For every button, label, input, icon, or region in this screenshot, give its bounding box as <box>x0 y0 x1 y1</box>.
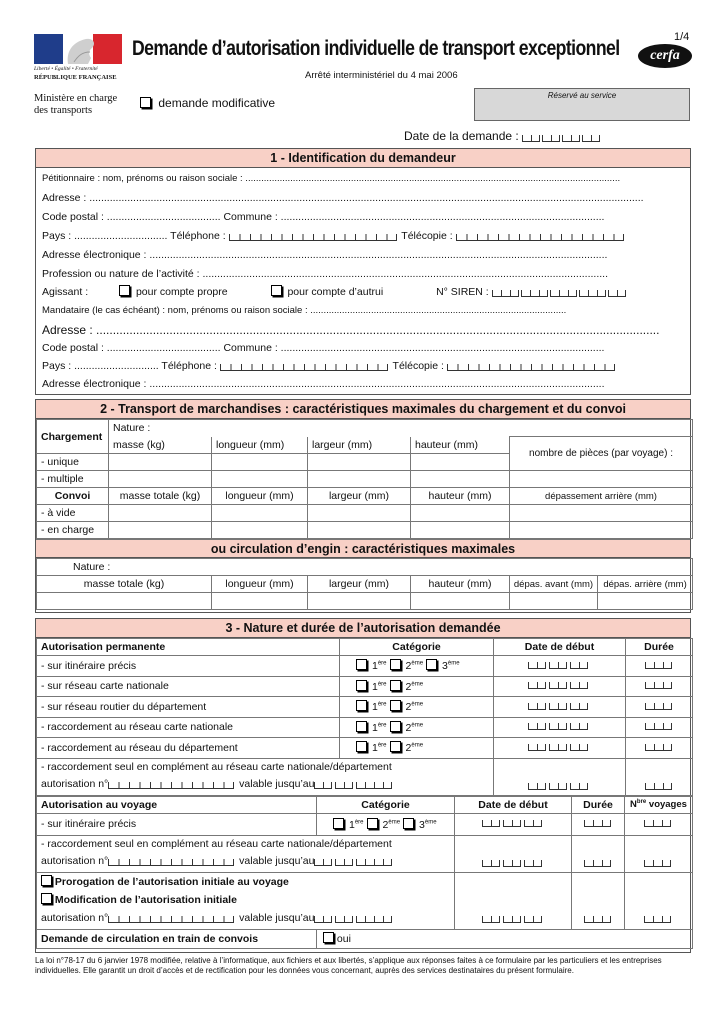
telephone2-field[interactable] <box>220 362 390 374</box>
perm-autorisation-no-field[interactable] <box>108 778 236 795</box>
prorog-nbre[interactable] <box>625 872 693 929</box>
perm-itineraire-duree[interactable] <box>626 656 693 677</box>
perm-routier-categorie[interactable] <box>340 697 494 718</box>
charge-largeur-cell[interactable] <box>308 522 411 539</box>
section-transport <box>35 399 691 613</box>
vide-depassement-cell[interactable] <box>510 505 693 522</box>
voyage-categorie-header: Catégorie <box>317 796 455 813</box>
page-number: 1/4 <box>674 31 690 43</box>
categorie-2-checkbox[interactable] <box>390 721 401 732</box>
date-demande-field[interactable] <box>522 131 602 145</box>
code-postal2-field[interactable]: Code postal : ....................................... Commune : ............................................................................................................... <box>42 342 605 354</box>
telecopie-field[interactable] <box>456 232 626 244</box>
categorie-2-checkbox[interactable] <box>390 741 401 752</box>
perm-carte-label: - sur réseau carte nationale <box>37 676 340 697</box>
pieces-cell[interactable] <box>510 471 693 488</box>
longueur-multiple-cell[interactable] <box>212 471 308 488</box>
engin-masse-cell[interactable] <box>37 593 212 610</box>
convoi-longueur-header: longueur (mm) <box>212 488 308 505</box>
cerfa-logo: cerfa <box>638 44 692 68</box>
categorie-1-label: 1ère <box>349 818 364 831</box>
prorogation-checkbox[interactable] <box>41 875 52 886</box>
section-3-title: 3 - Nature et durée de l’autorisation demandée <box>36 619 690 638</box>
vide-longueur-cell[interactable] <box>212 505 308 522</box>
categorie-3-label: 3ème <box>442 660 460 673</box>
mandataire-field[interactable]: Mandataire (le cas échéant) : nom, prénoms ou raison sociale : ................................................................................................. <box>42 305 567 316</box>
perm-racc-seul-date[interactable] <box>494 758 626 795</box>
perm-header: Autorisation permanente <box>37 639 340 656</box>
voyage-table <box>36 796 693 949</box>
engin-title: ou circulation d’engin : caractéristiques maximales <box>36 539 690 558</box>
perm-itineraire-label: - sur itinéraire précis <box>37 656 340 677</box>
adresse-field[interactable]: Adresse : .............................................................................................................................................................................................. <box>42 192 644 204</box>
perm-valable-field[interactable] <box>314 778 395 795</box>
vide-hauteur-cell[interactable] <box>411 505 510 522</box>
longueur-header: longueur (mm) <box>212 437 308 454</box>
voyage-categorie[interactable] <box>317 813 455 835</box>
convoi-label: Convoi <box>37 488 109 505</box>
marianne-logo <box>34 34 122 64</box>
prorog-duree[interactable] <box>572 872 625 929</box>
categorie-2-label: 2ème <box>405 701 424 714</box>
voyage-racc-nbre[interactable] <box>625 835 693 872</box>
masse-header: masse (kg) <box>109 437 212 454</box>
prorog-date[interactable] <box>455 872 572 929</box>
petitionnaire-field[interactable]: Pétitionnaire : nom, prénoms ou raison sociale : .............................................................................................................................................. <box>42 173 621 184</box>
republic-motto: Liberté • Égalité • Fraternité <box>34 66 98 72</box>
perm-carte-duree[interactable] <box>626 676 693 697</box>
compte-propre-checkbox[interactable] <box>119 285 130 296</box>
masse-multiple-cell[interactable] <box>109 471 212 488</box>
categorie-2-label: 2ème <box>382 818 401 831</box>
section-2-title: 2 - Transport de marchandises : caractéristiques maximales du chargement et du convoi <box>36 400 690 419</box>
voyage-nbre[interactable] <box>625 813 693 835</box>
categorie-1-checkbox[interactable] <box>356 721 367 732</box>
adresse2-field[interactable]: Adresse : ......................................................................................................................................................................... <box>42 323 660 337</box>
reserved-box <box>474 88 690 121</box>
longueur-unique-cell[interactable] <box>212 454 308 471</box>
unique-label: - unique <box>37 454 109 471</box>
permanent-table <box>36 638 693 796</box>
voyage-date-header: Date de début <box>455 796 572 813</box>
pays2-telephone-row[interactable]: Pays : ............................. Téléphone : Télécopie : <box>42 360 617 374</box>
voyage-racc-seul[interactable]: - raccordement seul en complément au réseau carte nationale/département autorisation n° valable jusqu’au <box>37 835 455 872</box>
convoi-largeur-header: largeur (mm) <box>308 488 411 505</box>
voyage-header: Autorisation au voyage <box>37 796 317 813</box>
categorie-1-checkbox[interactable] <box>356 659 367 670</box>
categorie-1-checkbox[interactable] <box>356 700 367 711</box>
footer-legal: La loi n°78-17 du 6 janvier 1978 modifiée, relative à l’informatique, aux fichiers et aux libertés, s’applique aux réponses faites à ce formulaire par les particuliers et les entreprises individuelles. Elle garantit un droit d’accès et de rectification pour les données vous concernant, auprès des services destinataires du présent formulaire. <box>35 956 662 975</box>
categorie-2-checkbox[interactable] <box>390 659 401 670</box>
categorie-1-checkbox[interactable] <box>356 741 367 752</box>
section-1-title: 1 - Identification du demandeur <box>36 149 690 168</box>
perm-itineraire-date[interactable] <box>494 656 626 677</box>
nbre-voyages-header: $N^{bre}$ voyages <box>625 796 693 813</box>
categorie-2-checkbox[interactable] <box>390 700 401 711</box>
perm-duree-header: Durée <box>626 639 693 656</box>
engin-longueur-cell[interactable] <box>212 593 308 610</box>
republic-name: RÉPUBLIQUE FRANÇAISE <box>34 74 117 81</box>
hauteur-multiple-cell[interactable] <box>411 471 510 488</box>
masse-totale-header: masse totale (kg) <box>109 488 212 505</box>
hauteur-header: hauteur (mm) <box>411 437 510 454</box>
prorog-valable-field[interactable] <box>314 911 395 929</box>
pays-telephone-row[interactable]: Pays : ................................ Téléphone : Télécopie : <box>42 230 626 244</box>
pieces-label: nombre de pièces (par voyage) : <box>510 437 693 471</box>
vide-masse-cell[interactable] <box>109 505 212 522</box>
engin-avant-cell[interactable] <box>510 593 598 610</box>
form-subtitle: Arrêté interministériel du 4 mai 2006 <box>305 70 458 81</box>
voyage-autorisation-no-field[interactable] <box>108 855 236 872</box>
categorie-2-checkbox[interactable] <box>390 680 401 691</box>
categorie-1-label: 1ère <box>372 721 387 734</box>
categorie-3-checkbox[interactable] <box>403 818 414 829</box>
chargement-table <box>36 419 693 539</box>
telephone-field[interactable] <box>229 232 399 244</box>
perm-racc-carte-duree[interactable] <box>626 717 693 738</box>
charge-depassement-cell[interactable] <box>510 522 693 539</box>
perm-racc-carte-categorie[interactable] <box>340 717 494 738</box>
depas-avant-header: dépas. avant (mm) <box>510 576 598 593</box>
form-title: Demande d’autorisation individuelle de transport exceptionnel <box>132 37 620 60</box>
a-vide-label: - à vide <box>37 505 109 522</box>
section-autorisation <box>35 618 691 953</box>
hauteur-unique-cell[interactable] <box>411 454 510 471</box>
engin-arriere-cell[interactable] <box>598 593 693 610</box>
engin-hauteur-cell[interactable] <box>411 593 510 610</box>
categorie-1-label: 1ère <box>372 680 387 693</box>
perm-routier-label: - sur réseau routier du département <box>37 697 340 718</box>
engin-largeur-cell[interactable] <box>308 593 411 610</box>
convoi-hauteur-header: hauteur (mm) <box>411 488 510 505</box>
chargement-nature-field[interactable]: Nature : <box>109 420 693 437</box>
voyage-racc-date[interactable] <box>455 835 572 872</box>
perm-racc-carte-date[interactable] <box>494 717 626 738</box>
voyage-racc-duree[interactable] <box>572 835 625 872</box>
categorie-3-checkbox[interactable] <box>426 659 437 670</box>
profession-field[interactable]: Profession ou nature de l’activité : ........................................................................................................................................... <box>42 268 609 280</box>
modificative-checkbox[interactable] <box>140 97 151 108</box>
perm-racc-seul-duree[interactable] <box>626 758 693 795</box>
perm-date-header: Date de début <box>494 639 626 656</box>
voyage-duree[interactable] <box>572 813 625 835</box>
voyage-duree-header: Durée <box>572 796 625 813</box>
categorie-3-label: 3ème <box>419 818 437 831</box>
voyage-valable-field[interactable] <box>314 855 395 872</box>
perm-racc-seul[interactable]: - raccordement seul en complément au réseau carte nationale/département autorisation n° valable jusqu’au <box>37 758 494 795</box>
perm-racc-dep-categorie[interactable] <box>340 738 494 759</box>
categorie-1-checkbox[interactable] <box>356 680 367 691</box>
perm-racc-dep-date[interactable] <box>494 738 626 759</box>
largeur-multiple-cell[interactable] <box>308 471 411 488</box>
perm-carte-date[interactable] <box>494 676 626 697</box>
categorie-1-label: 1ère <box>372 701 387 714</box>
perm-carte-categorie[interactable] <box>340 676 494 697</box>
categorie-1-checkbox[interactable] <box>333 818 344 829</box>
en-charge-label: - en charge <box>37 522 109 539</box>
categorie-2-checkbox[interactable] <box>367 818 378 829</box>
email2-field[interactable]: Adresse électronique : ............................................................................................................................................................ <box>42 378 605 390</box>
perm-itineraire-categorie[interactable] <box>340 656 494 677</box>
depassement-arriere-header: dépassement arrière (mm) <box>510 488 693 505</box>
chargement-label: Chargement <box>37 420 109 454</box>
charge-hauteur-cell[interactable] <box>411 522 510 539</box>
voyage-itineraire-label: - sur itinéraire précis <box>37 813 317 835</box>
perm-racc-carte-label: - raccordement au réseau carte nationale <box>37 717 340 738</box>
perm-racc-dep-duree[interactable] <box>626 738 693 759</box>
prorogation-block: Prorogation de l’autorisation initiale au voyage Modification de l’autorisation initiale autorisation n° valable jusqu’au <box>37 872 455 929</box>
engin-table <box>36 558 693 610</box>
masse-unique-cell[interactable] <box>109 454 212 471</box>
engin-masse-header: masse totale (kg) <box>37 576 212 593</box>
perm-routier-date[interactable] <box>494 697 626 718</box>
perm-racc-dep-label: - raccordement au réseau du département <box>37 738 340 759</box>
multiple-label: - multiple <box>37 471 109 488</box>
categorie-2-label: 2ème <box>405 660 424 673</box>
vide-largeur-cell[interactable] <box>308 505 411 522</box>
perm-racc-seul-label: - raccordement seul en complément au réseau carte nationale/département <box>41 760 392 773</box>
perm-categorie-header: Catégorie <box>340 639 494 656</box>
depas-arriere-header: dépas. arrière (mm) <box>598 576 693 593</box>
date-demande[interactable]: Date de la demande : <box>404 129 602 145</box>
largeur-unique-cell[interactable] <box>308 454 411 471</box>
categorie-2-label: 2ème <box>405 721 424 734</box>
charge-longueur-cell[interactable] <box>212 522 308 539</box>
code-postal-field[interactable]: Code postal : ....................................... Commune : ............................................................................................................... <box>42 211 605 223</box>
categorie-2-label: 2ème <box>405 680 424 693</box>
perm-routier-duree[interactable] <box>626 697 693 718</box>
categorie-2-label: 2ème <box>405 742 424 755</box>
prorog-autorisation-no-field[interactable] <box>108 911 236 929</box>
reserved-label: Réservé au service <box>547 91 617 100</box>
email-field[interactable]: Adresse électronique : ............................................................................................................................................................. <box>42 249 608 261</box>
categorie-1-label: 1ère <box>372 660 387 673</box>
voyage-racc-seul-label: - raccordement seul en complément au réseau carte nationale/département <box>41 837 392 850</box>
ministry-name: Ministère en charge des transports <box>34 93 118 116</box>
siren-field[interactable] <box>492 288 628 300</box>
largeur-header: largeur (mm) <box>308 437 411 454</box>
train-oui-checkbox[interactable] <box>323 932 334 943</box>
train-oui[interactable]: oui <box>317 929 693 948</box>
charge-masse-cell[interactable] <box>109 522 212 539</box>
engin-largeur-header: largeur (mm) <box>308 576 411 593</box>
modificative-option[interactable]: demande modificative <box>140 96 275 110</box>
telecopie2-field[interactable] <box>447 362 617 374</box>
train-label: Demande de circulation en train de convois <box>37 929 317 948</box>
engin-nature-field[interactable]: Nature : <box>37 559 693 576</box>
section-identification <box>35 148 691 395</box>
voyage-date[interactable] <box>455 813 572 835</box>
agissant-row: Agissant : pour compte propre pour compte d’autrui N° SIREN : <box>42 285 628 300</box>
compte-autrui-checkbox[interactable] <box>271 285 282 296</box>
engin-hauteur-header: hauteur (mm) <box>411 576 510 593</box>
categorie-1-label: 1ère <box>372 742 387 755</box>
engin-longueur-header: longueur (mm) <box>212 576 308 593</box>
modification-checkbox[interactable] <box>41 893 52 904</box>
